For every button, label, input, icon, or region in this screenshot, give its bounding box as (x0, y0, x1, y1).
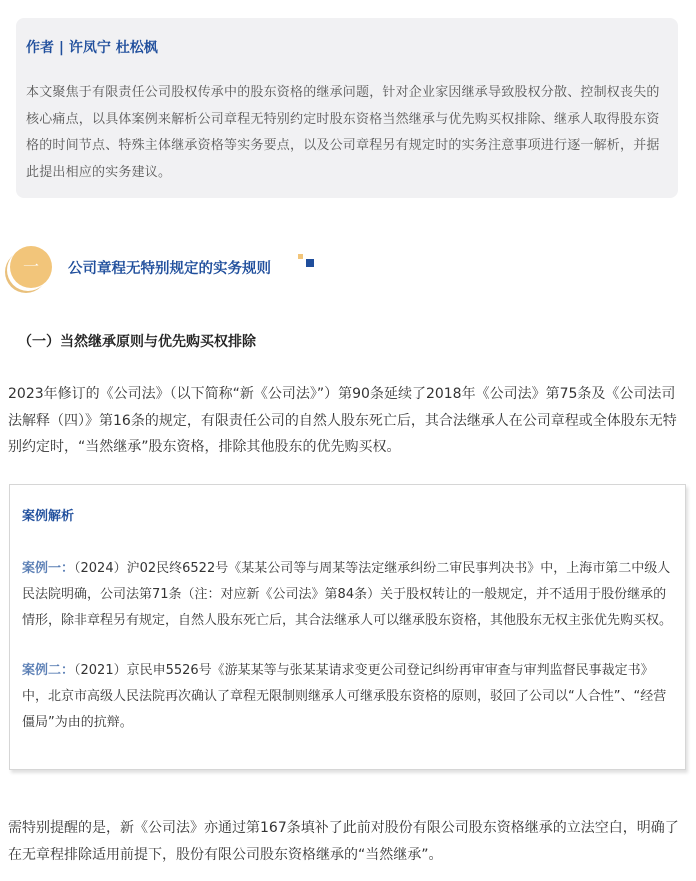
section-number-badge (10, 246, 52, 288)
case-1-label: 案例一： (22, 561, 75, 576)
section-number: 一 (22, 257, 39, 276)
article-summary-box (16, 18, 678, 198)
case-item-1 (22, 556, 673, 634)
case-2-label: 案例二： (22, 663, 75, 678)
case-box-title: 案例解析 (22, 509, 75, 524)
author-line: 作者 | 许凤宁 杜松枫 (26, 40, 158, 56)
intro-paragraph: 2023年修订的《公司法》（以下简称“新《公司法》”）第90条延续了2018年《公司法》第75条及《公司法司法解释（四）》第16条的规定，有限责任公司的自然人股东死亡后，其合法继承人在公司章程或全体股东无特别约定时，“当然继承”股东资格，排除其他股东的优先购买权。 (8, 386, 677, 455)
case-2-text: （2021）京民申5526号《游某某等与张某某请求变更公司登记纠纷再审审查与审判监督民事裁定书》中，北京市高级人民法院再次确认了章程无限制则继承人可继承股东资格的原则，驳回了公司以“人合性”、“经营僵局”为由的抗辩。 (22, 663, 667, 730)
decorative-square-large (306, 259, 314, 267)
subsection-title: （一）当然继承原则与优先购买权排除 (18, 334, 256, 350)
case-analysis-box (9, 484, 686, 770)
section-title: 公司章程无特别规定的实务规则 (68, 261, 271, 277)
case-item-2 (22, 658, 673, 736)
section-heading (8, 244, 338, 294)
decorative-square-small (298, 254, 303, 259)
summary-text: 本文聚焦于有限责任公司股权传承中的股东资格的继承问题，针对企业家因继承导致股权分散、控制权丧失的核心痛点，以具体案例来解析公司章程无特别约定时股东资格当然继承与优先购买权排除、继承人取得股东资格的时间节点、特殊主体继承资格等实务要点，以及公司章程另有规定时的实务注意事项进行逐一解析，并据此提出相应的实务建议。 (26, 85, 660, 180)
reminder-paragraph: 需特别提醒的是，新《公司法》亦通过第167条填补了此前对股份有限公司股东资格继承的立法空白，明确了在无章程排除适用前提下，股份有限公司股东资格继承的“当然继承”。 (8, 820, 679, 863)
case-1-text: （2024）沪02民终6522号《某某公司等与周某等法定继承纠纷二审民事判决书》中，上海市第二中级人民法院明确，公司法第71条（注：对应新《公司法》第84条）关于股权转让的一般规定，并不适用于股份继承的情形，除非章程另有规定，自然人股东死亡后，其合法继承人可以继承股东资格，其他股东无权主张优先购买权。 (22, 561, 673, 628)
